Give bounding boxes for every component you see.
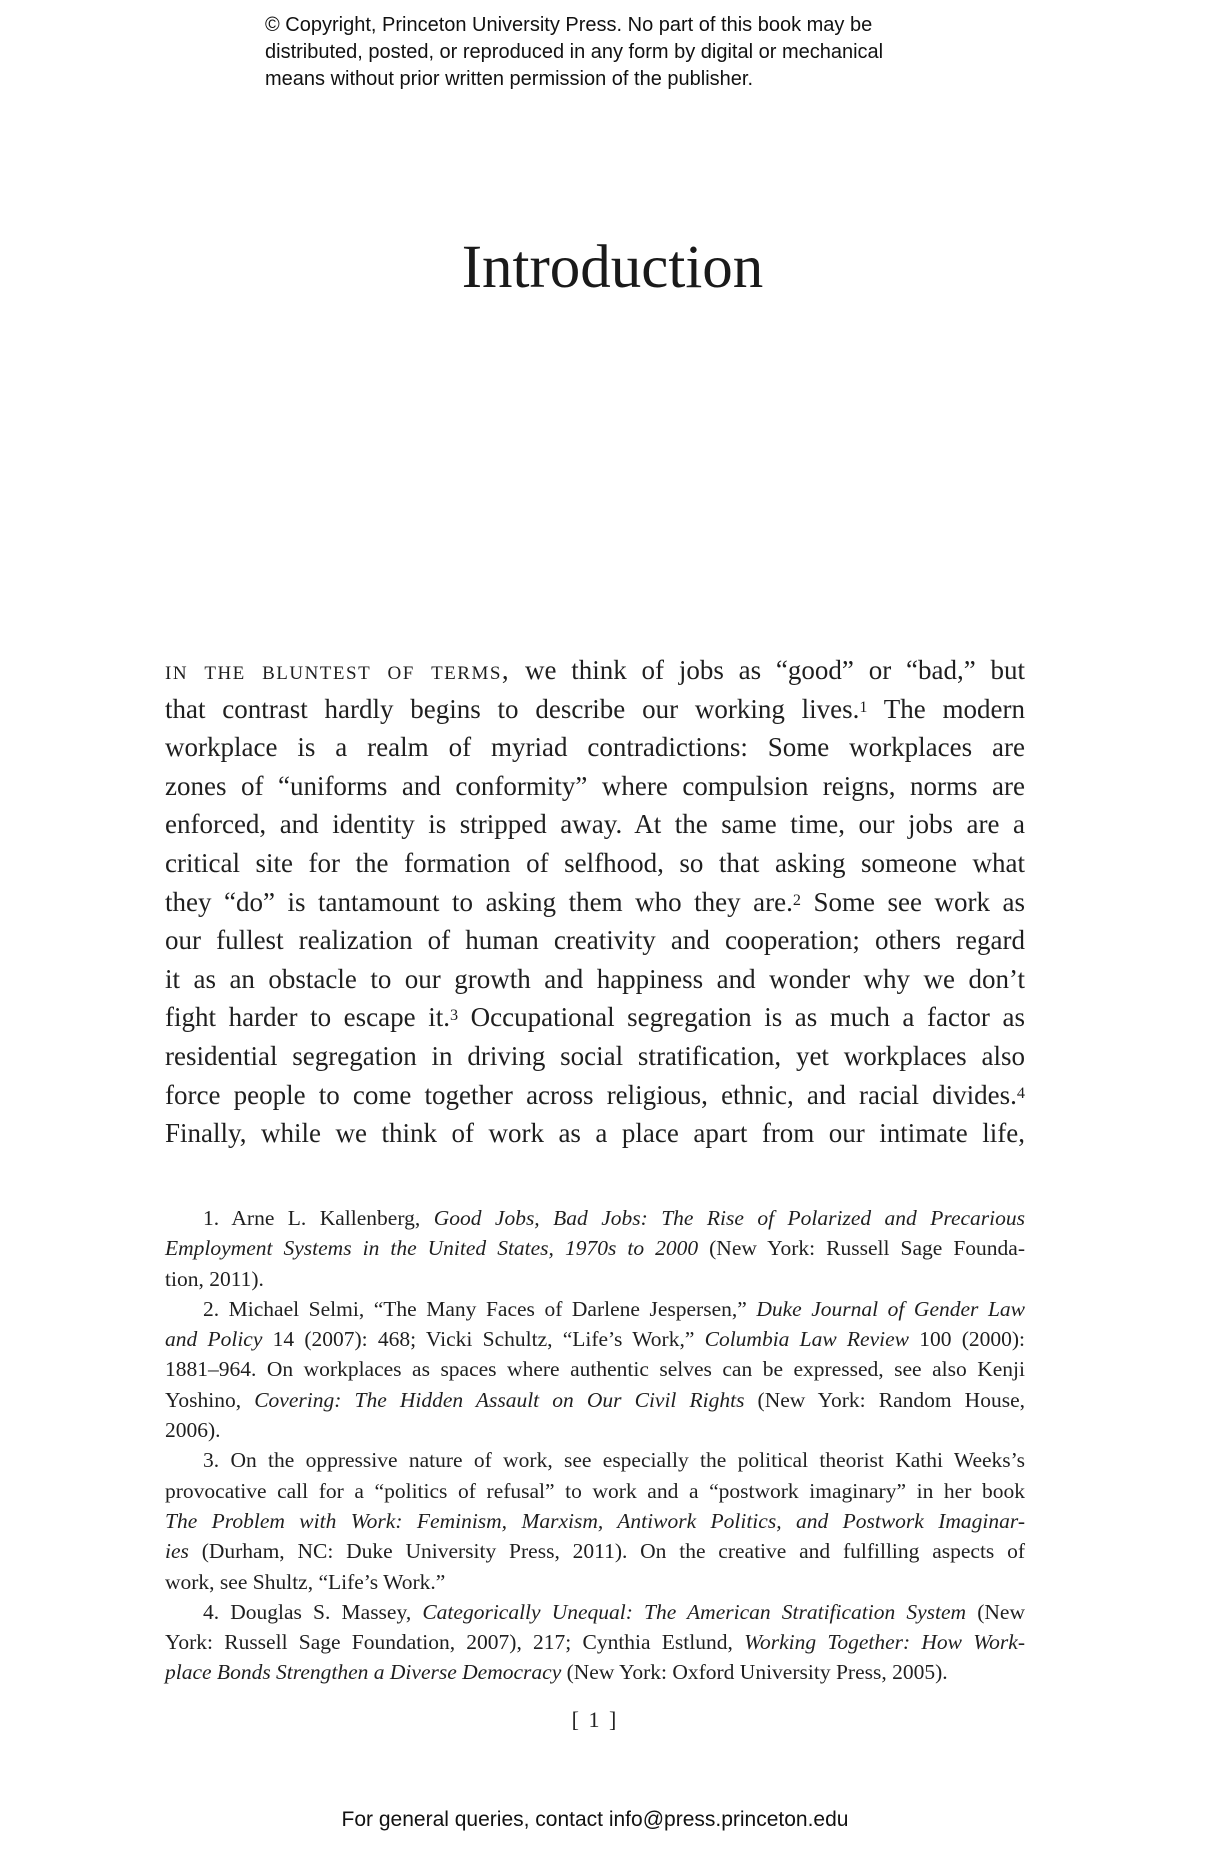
footnote-2-cont: 2006). (165, 1418, 221, 1443)
copyright-line: means without prior written permission of the publisher. (265, 68, 754, 90)
text-line: that contrast hardly begins to describe our working lives.$^1$ The modern (165, 693, 1025, 724)
footnote-1-cont: Employment Systems in the United States, 1970s to 2000 (New York: Russell Sage Founda- (165, 1236, 1025, 1261)
footnote-ref: 4 (1016, 1083, 1025, 1102)
lead-in-small-caps: in the bluntest of terms, (165, 655, 511, 685)
footnote-4-cont: York: Russell Sage Foundation, 2007), 217; Cynthia Estlund, Working Together: How Work- (165, 1630, 1025, 1655)
footnote-ref: 2 (792, 890, 801, 909)
body-paragraph (165, 651, 1025, 1153)
footnote-2: 2. Michael Selmi, “The Many Faces of Darlene Jespersen,” Duke Journal of Gender Law (203, 1296, 1025, 1321)
text-line: workplace is a realm of myriad contradictions: Some workplaces are (165, 732, 1025, 763)
text-line: in the bluntest of terms, we think of jobs as “good” or “bad,” but (165, 655, 1025, 685)
footnote-2-cont: 1881–964. On workplaces as spaces where authentic selves can be expressed, see also Kenji (165, 1357, 1025, 1382)
footnote-4: 4. Douglas S. Massey, Categorically Unequal: The American Stratification System (New (203, 1599, 1025, 1624)
text-line: they “do” is tantamount to asking them who they are.$^2$ Some see work as (165, 886, 1025, 917)
footnote-3-cont: work, see Shultz, “Life’s Work.” (165, 1569, 446, 1594)
text-line: residential segregation in driving social stratification, yet workplaces also (165, 1040, 1025, 1071)
footnotes (165, 1203, 1025, 1688)
page-number: [ 1 ] (571, 1707, 619, 1732)
footnote-2-cont: and Policy 14 (2007): 468; Vicki Schultz, “Life’s Work,” Columbia Law Review 100 (2000): (165, 1327, 1025, 1352)
footnote-4-cont: place Bonds Strengthen a Diverse Democracy (New York: Oxford University Press, 2005). (165, 1660, 948, 1685)
chapter-title: Introduction (461, 234, 764, 301)
text-line: zones of “uniforms and conformity” where compulsion reigns, norms are (165, 770, 1025, 801)
footnote-2-cont: Yoshino, Covering: The Hidden Assault on Our Civil Rights (New York: Random House, (165, 1387, 1025, 1412)
text-line: force people to come together across religious, ethnic, and racial divides.$^4$ (165, 1079, 1025, 1110)
copyright-notice (265, 12, 1025, 93)
footnote-1-cont: tion, 2011). (165, 1266, 264, 1291)
text-line: our fullest realization of human creativity and cooperation; others regard (165, 925, 1025, 956)
footnote-3-cont: provocative call for a “politics of refusal” to work and a “postwork imaginary” in her book (165, 1478, 1025, 1503)
text-line: Finally, while we think of work as a place apart from our intimate life, (165, 1118, 1025, 1149)
footnote-3: 3. On the oppressive nature of work, see especially the political theorist Kathi Weeks’s (203, 1448, 1025, 1473)
text-line: critical site for the formation of selfhood, so that asking someone what (165, 847, 1025, 878)
contact-footer: For general queries, contact info@press.princeton.edu (341, 1808, 849, 1831)
copyright-line: distributed, posted, or reproduced in any form by digital or mechanical (265, 41, 884, 63)
copyright-line: © Copyright, Princeton University Press. No part of this book may be (265, 14, 873, 36)
footnote-ref: 1 (859, 697, 868, 716)
footnote-ref: 3 (449, 1006, 459, 1025)
text-line: fight harder to escape it.$^3$ Occupational segregation is as much a factor as (165, 1002, 1025, 1033)
footnote-3-cont: The Problem with Work: Feminism, Marxism, Antiwork Politics, and Postwork Imaginar- (165, 1508, 1025, 1533)
footnote-3-cont: ies (Durham, NC: Duke University Press, 2011). On the creative and fulfilling aspects of (165, 1539, 1025, 1564)
text-line: it as an obstacle to our growth and happiness and wonder why we don’t (165, 963, 1025, 994)
footnote-1: 1. Arne L. Kallenberg, Good Jobs, Bad Jobs: The Rise of Polarized and Precarious (203, 1206, 1025, 1230)
text-line: enforced, and identity is stripped away. At the same time, our jobs are a (165, 809, 1025, 840)
